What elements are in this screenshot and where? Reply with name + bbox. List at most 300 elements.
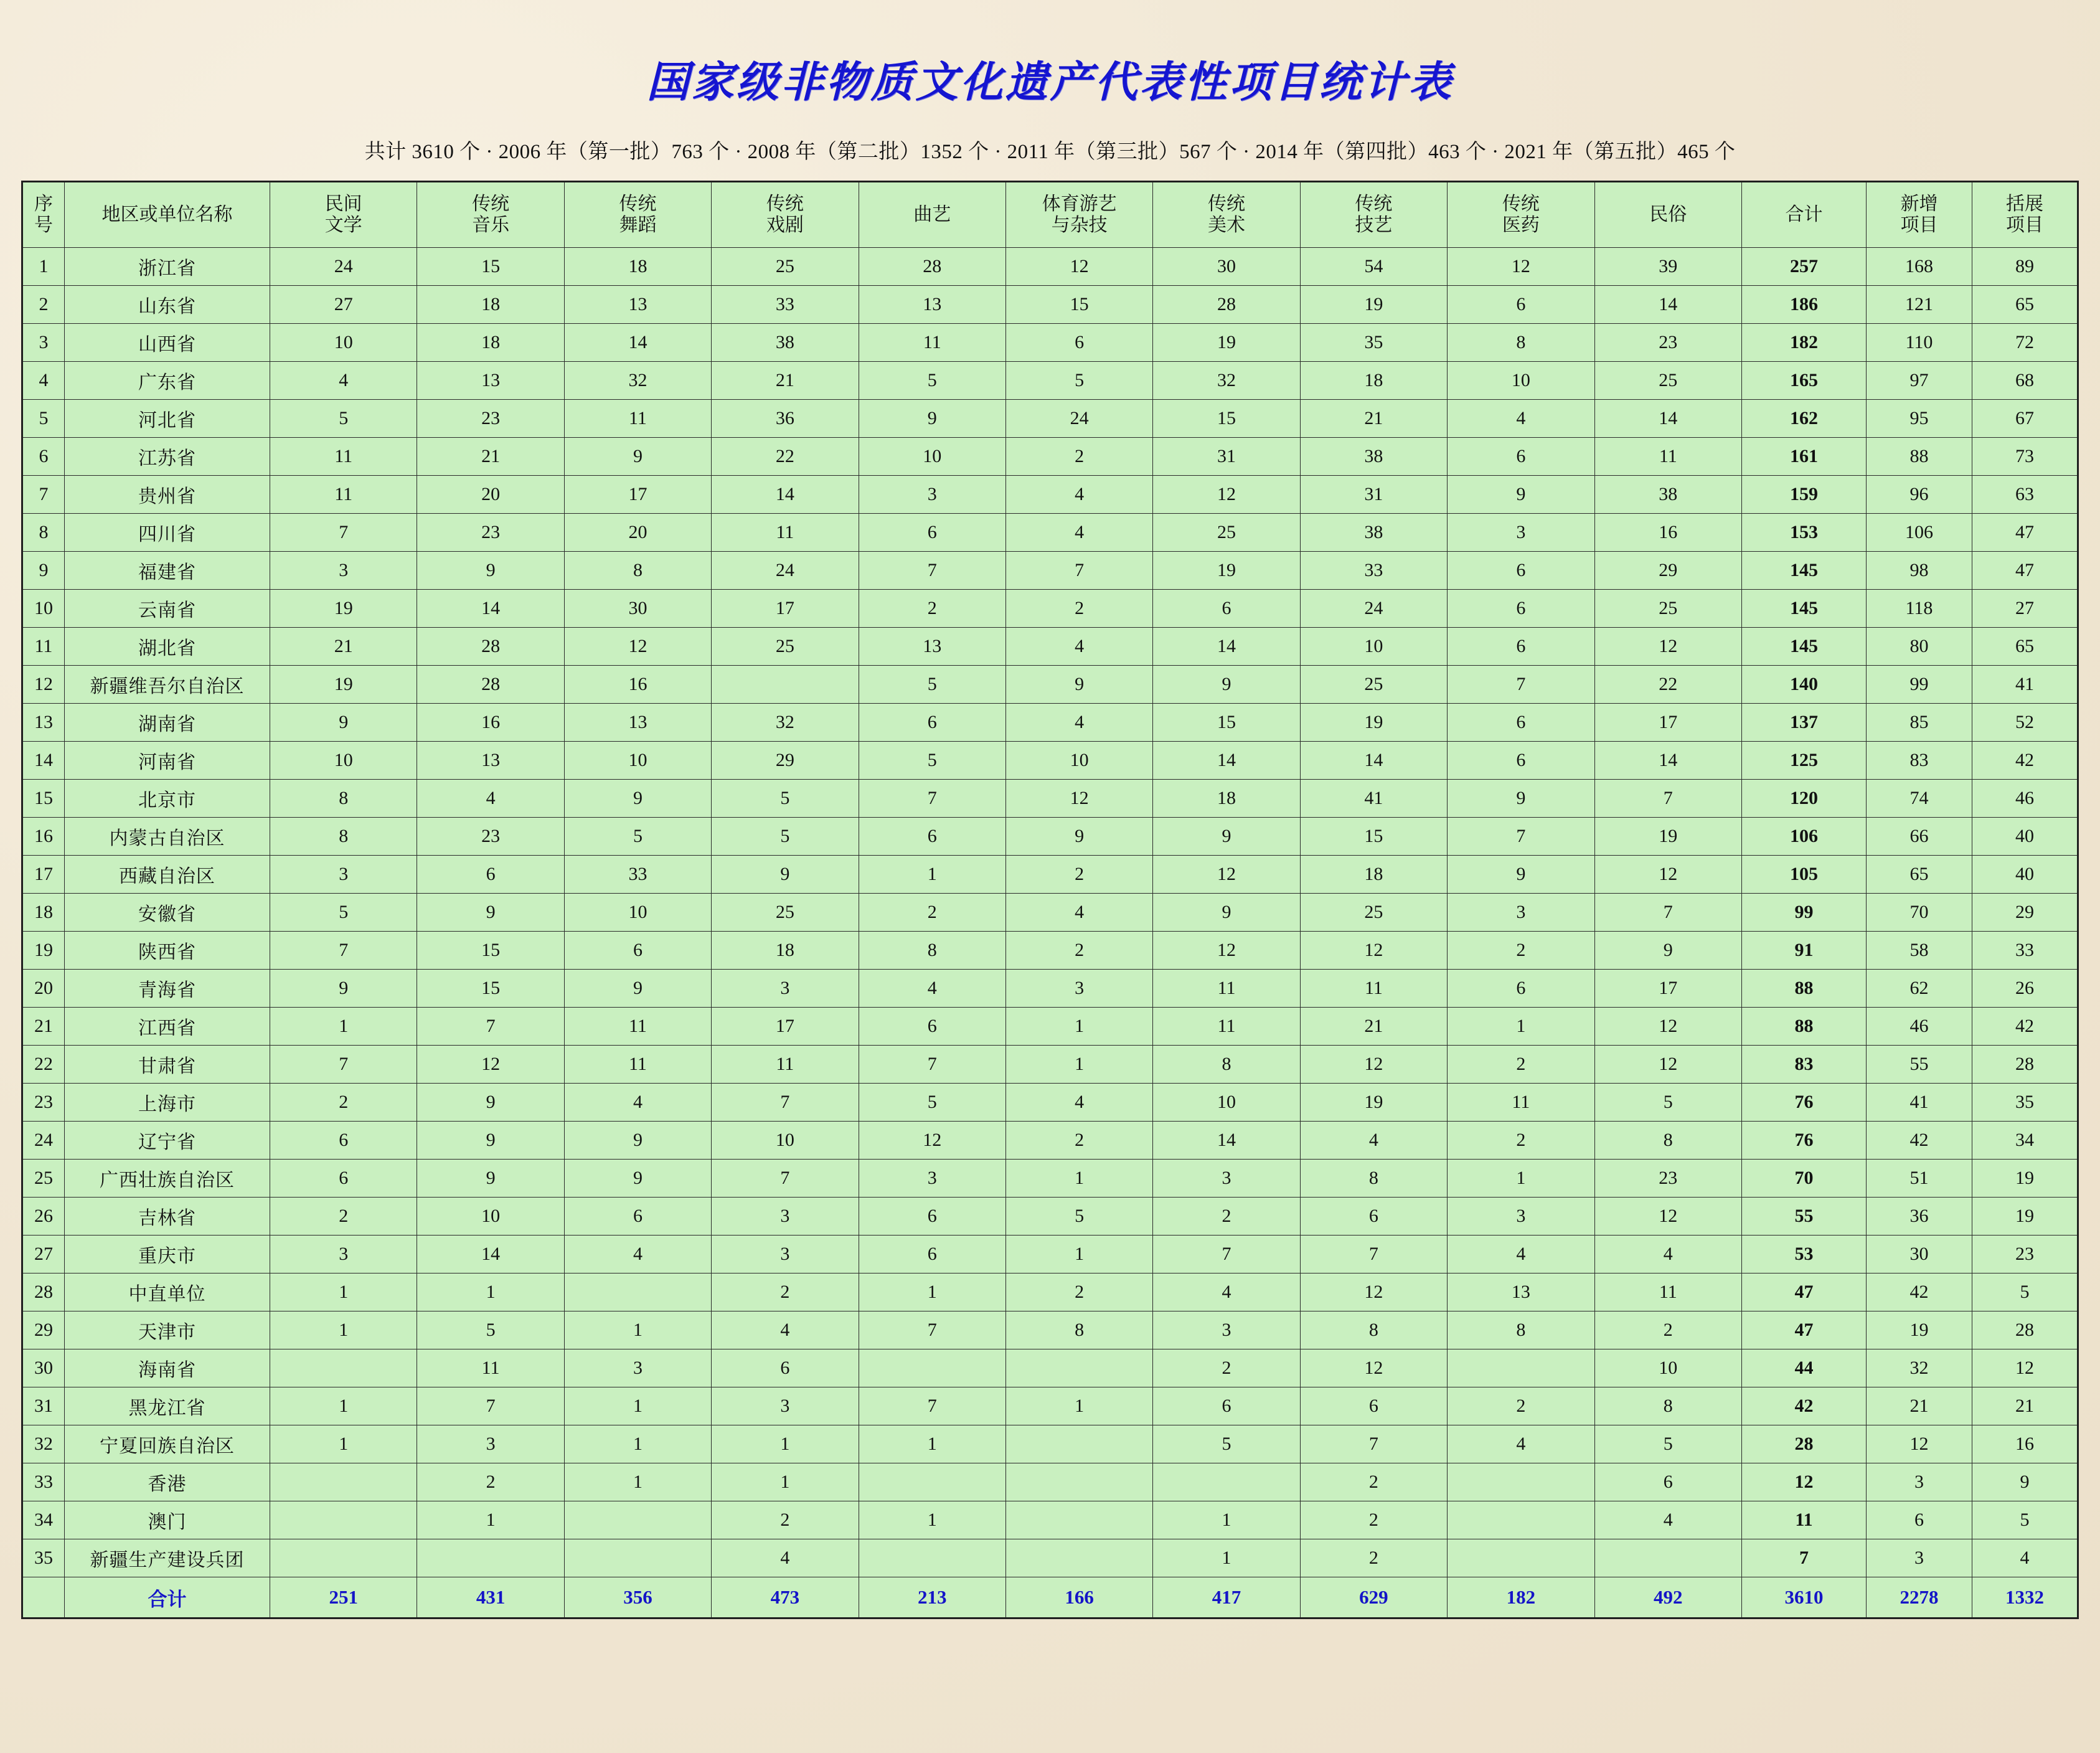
cell-category-count: 14 [712, 476, 859, 514]
cell-category-count: 6 [1153, 1387, 1300, 1425]
cell-category-count: 17 [1594, 970, 1741, 1008]
cell-seq: 31 [22, 1387, 65, 1425]
cell-category-count [859, 1349, 1005, 1387]
cell-category-count: 8 [1005, 1311, 1152, 1349]
cell-category-count: 6 [859, 514, 1005, 552]
cell-category-count: 16 [417, 704, 564, 742]
cell-category-count: 9 [564, 1160, 711, 1198]
cell-category-count: 18 [1300, 362, 1447, 400]
cell-seq: 23 [22, 1084, 65, 1122]
cell-category-count: 9 [417, 1122, 564, 1160]
cell-new-items: 118 [1867, 590, 1972, 628]
cell-category-count: 21 [417, 438, 564, 476]
cell-category-count: 9 [270, 704, 417, 742]
column-header-traditional-medicine: 传统 医药 [1448, 182, 1594, 248]
page-title: 国家级非物质文化遗产代表性项目统计表 [646, 58, 1454, 107]
cell-category-count: 7 [859, 1387, 1005, 1425]
cell-region-name: 海南省 [65, 1349, 270, 1387]
cell-new-items: 41 [1867, 1084, 1972, 1122]
cell-category-count: 5 [270, 400, 417, 438]
cell-category-count: 9 [564, 1122, 711, 1160]
cell-region-name: 中直单位 [65, 1273, 270, 1311]
cell-category-count: 12 [1594, 1198, 1741, 1236]
cell-category-count: 11 [712, 514, 859, 552]
table-row [22, 248, 2078, 286]
cell-seq: 7 [22, 476, 65, 514]
cell-category-count: 10 [859, 438, 1005, 476]
cell-new-items: 110 [1867, 324, 1972, 362]
cell-expanded-items: 28 [1972, 1046, 2078, 1084]
cell-expanded-items: 27 [1972, 590, 2078, 628]
cell-category-count: 32 [712, 704, 859, 742]
cell-category-count: 9 [417, 1084, 564, 1122]
cell-new-items: 96 [1867, 476, 1972, 514]
cell-seq: 10 [22, 590, 65, 628]
cell-expanded-items: 47 [1972, 552, 2078, 590]
cell-category-count: 4 [1448, 400, 1594, 438]
cell-category-count: 7 [1005, 552, 1152, 590]
cell-category-count: 5 [1594, 1425, 1741, 1463]
cell-seq: 5 [22, 400, 65, 438]
cell-category-count [1448, 1539, 1594, 1577]
table-row [22, 514, 2078, 552]
cell-category-count: 6 [1448, 742, 1594, 780]
cell-category-count: 1 [1005, 1236, 1152, 1273]
cell-category-count: 2 [859, 894, 1005, 932]
cell-category-count: 3 [712, 1387, 859, 1425]
cell-category-count: 14 [1153, 628, 1300, 666]
column-header-folklore: 民俗 [1594, 182, 1741, 248]
cell-category-count: 11 [564, 1046, 711, 1084]
cell-category-count: 12 [859, 1122, 1005, 1160]
cell-expanded-items: 72 [1972, 324, 2078, 362]
cell-region-name: 山东省 [65, 286, 270, 324]
cell-category-count: 6 [417, 856, 564, 894]
cell-category-count: 4 [859, 970, 1005, 1008]
cell-category-count: 6 [1448, 970, 1594, 1008]
cell-total: 162 [1742, 400, 1867, 438]
cell-category-count [712, 666, 859, 704]
cell-category-count: 5 [712, 818, 859, 856]
cell-category-count: 1 [859, 1501, 1005, 1539]
cell-category-count: 2 [1594, 1311, 1741, 1349]
cell-category-count: 3 [564, 1349, 711, 1387]
summary-value: 2278 [1867, 1577, 1972, 1618]
cell-category-count: 11 [417, 1349, 564, 1387]
cell-category-count: 12 [1005, 248, 1152, 286]
column-header-region: 地区或单位名称 [65, 182, 270, 248]
cell-category-count: 23 [1594, 1160, 1741, 1198]
cell-category-count: 10 [564, 742, 711, 780]
cell-seq: 28 [22, 1273, 65, 1311]
cell-expanded-items: 35 [1972, 1084, 2078, 1122]
cell-expanded-items: 23 [1972, 1236, 2078, 1273]
cell-category-count: 14 [1300, 742, 1447, 780]
summary-value: 629 [1300, 1577, 1447, 1618]
cell-category-count: 9 [1005, 818, 1152, 856]
cell-expanded-items: 42 [1972, 742, 2078, 780]
cell-new-items: 106 [1867, 514, 1972, 552]
cell-category-count: 10 [1153, 1084, 1300, 1122]
cell-category-count: 18 [417, 286, 564, 324]
cell-category-count: 4 [1005, 628, 1152, 666]
cell-category-count: 6 [1153, 590, 1300, 628]
cell-region-name: 辽宁省 [65, 1122, 270, 1160]
cell-category-count: 1 [270, 1311, 417, 1349]
cell-category-count: 31 [1300, 476, 1447, 514]
cell-region-name: 天津市 [65, 1311, 270, 1349]
cell-category-count: 41 [1300, 780, 1447, 818]
cell-region-name: 黑龙江省 [65, 1387, 270, 1425]
table-row [22, 400, 2078, 438]
cell-category-count: 7 [712, 1160, 859, 1198]
cell-category-count: 6 [1448, 628, 1594, 666]
cell-total: 88 [1742, 1008, 1867, 1046]
cell-new-items: 30 [1867, 1236, 1972, 1273]
cell-category-count: 1 [270, 1273, 417, 1311]
cell-category-count: 9 [417, 1160, 564, 1198]
cell-category-count: 7 [270, 1046, 417, 1084]
cell-category-count: 10 [1005, 742, 1152, 780]
column-header-sports-acrobatics: 体育游艺 与杂技 [1005, 182, 1152, 248]
cell-expanded-items: 34 [1972, 1122, 2078, 1160]
cell-category-count: 10 [1594, 1349, 1741, 1387]
cell-category-count: 5 [417, 1311, 564, 1349]
cell-category-count: 23 [417, 400, 564, 438]
cell-category-count: 4 [1153, 1273, 1300, 1311]
cell-category-count [270, 1539, 417, 1577]
cell-total: 28 [1742, 1425, 1867, 1463]
cell-total: 186 [1742, 286, 1867, 324]
column-header-quyi: 曲艺 [859, 182, 1005, 248]
table-row [22, 704, 2078, 742]
cell-category-count: 7 [859, 1046, 1005, 1084]
cell-category-count: 12 [1153, 932, 1300, 970]
cell-category-count: 6 [1005, 324, 1152, 362]
cell-expanded-items: 9 [1972, 1463, 2078, 1501]
cell-category-count: 1 [1005, 1160, 1152, 1198]
summary-value: 166 [1005, 1577, 1152, 1618]
cell-category-count: 25 [1300, 894, 1447, 932]
cell-category-count: 6 [270, 1160, 417, 1198]
cell-category-count: 28 [417, 628, 564, 666]
column-header-total: 合计 [1742, 182, 1867, 248]
cell-category-count: 23 [1594, 324, 1741, 362]
table-row [22, 1084, 2078, 1122]
cell-category-count: 29 [1594, 552, 1741, 590]
cell-total: 47 [1742, 1273, 1867, 1311]
cell-category-count: 7 [859, 552, 1005, 590]
cell-category-count: 14 [1153, 742, 1300, 780]
cell-category-count [1005, 1539, 1152, 1577]
cell-category-count: 10 [417, 1198, 564, 1236]
cell-category-count: 12 [1594, 856, 1741, 894]
cell-expanded-items: 4 [1972, 1539, 2078, 1577]
cell-category-count: 2 [1005, 438, 1152, 476]
cell-expanded-items: 52 [1972, 704, 2078, 742]
cell-new-items: 121 [1867, 286, 1972, 324]
cell-total: 159 [1742, 476, 1867, 514]
cell-category-count: 3 [859, 476, 1005, 514]
cell-category-count: 22 [712, 438, 859, 476]
cell-expanded-items: 16 [1972, 1425, 2078, 1463]
cell-category-count: 17 [564, 476, 711, 514]
cell-total: 53 [1742, 1236, 1867, 1273]
cell-category-count: 33 [712, 286, 859, 324]
cell-category-count: 9 [1448, 856, 1594, 894]
table-row [22, 1160, 2078, 1198]
cell-region-name: 福建省 [65, 552, 270, 590]
cell-new-items: 21 [1867, 1387, 1972, 1425]
cell-seq: 35 [22, 1539, 65, 1577]
cell-region-name: 吉林省 [65, 1198, 270, 1236]
summary-value: 213 [859, 1577, 1005, 1618]
cell-category-count: 1 [564, 1311, 711, 1349]
cell-region-name: 江西省 [65, 1008, 270, 1046]
cell-category-count [1005, 1425, 1152, 1463]
cell-region-name: 广西壮族自治区 [65, 1160, 270, 1198]
cell-category-count: 11 [1594, 1273, 1741, 1311]
cell-category-count: 4 [1005, 704, 1152, 742]
table-row [22, 1425, 2078, 1463]
cell-category-count: 5 [859, 742, 1005, 780]
cell-category-count: 38 [1300, 438, 1447, 476]
cell-category-count: 19 [1594, 818, 1741, 856]
cell-category-count: 4 [1448, 1236, 1594, 1273]
cell-total: 153 [1742, 514, 1867, 552]
cell-category-count: 17 [712, 1008, 859, 1046]
cell-category-count: 17 [1594, 704, 1741, 742]
cell-category-count: 2 [417, 1463, 564, 1501]
cell-expanded-items: 21 [1972, 1387, 2078, 1425]
cell-new-items: 3 [1867, 1539, 1972, 1577]
cell-category-count: 11 [270, 438, 417, 476]
cell-category-count [1153, 1463, 1300, 1501]
cell-region-name: 河南省 [65, 742, 270, 780]
cell-category-count: 2 [1448, 1046, 1594, 1084]
cell-new-items: 80 [1867, 628, 1972, 666]
cell-category-count: 25 [712, 894, 859, 932]
cell-category-count: 3 [1153, 1160, 1300, 1198]
cell-category-count: 8 [1300, 1311, 1447, 1349]
cell-category-count: 6 [1448, 704, 1594, 742]
cell-category-count: 9 [564, 780, 711, 818]
cell-category-count: 14 [417, 590, 564, 628]
cell-category-count: 2 [1153, 1349, 1300, 1387]
cell-category-count: 18 [1153, 780, 1300, 818]
table-row [22, 818, 2078, 856]
cell-category-count [270, 1349, 417, 1387]
cell-category-count: 21 [1300, 1008, 1447, 1046]
cell-region-name: 新疆维吾尔自治区 [65, 666, 270, 704]
cell-category-count: 13 [417, 362, 564, 400]
cell-region-name: 云南省 [65, 590, 270, 628]
cell-region-name: 上海市 [65, 1084, 270, 1122]
cell-category-count: 6 [859, 1236, 1005, 1273]
cell-total: 182 [1742, 324, 1867, 362]
cell-expanded-items: 67 [1972, 400, 2078, 438]
cell-category-count: 1 [859, 856, 1005, 894]
table-row [22, 476, 2078, 514]
cell-category-count [1005, 1463, 1152, 1501]
cell-total: 99 [1742, 894, 1867, 932]
cell-category-count: 1 [1448, 1008, 1594, 1046]
cell-seq: 4 [22, 362, 65, 400]
cell-total: 70 [1742, 1160, 1867, 1198]
table-row [22, 1236, 2078, 1273]
cell-category-count: 16 [1594, 514, 1741, 552]
cell-category-count: 33 [1300, 552, 1447, 590]
cell-category-count: 13 [564, 286, 711, 324]
cell-expanded-items: 5 [1972, 1273, 2078, 1311]
cell-region-name: 重庆市 [65, 1236, 270, 1273]
cell-category-count: 9 [1153, 666, 1300, 704]
cell-seq: 16 [22, 818, 65, 856]
cell-category-count: 14 [417, 1236, 564, 1273]
cell-expanded-items: 40 [1972, 856, 2078, 894]
summary-value: 431 [417, 1577, 564, 1618]
cell-category-count: 12 [1594, 1008, 1741, 1046]
cell-category-count: 7 [1594, 894, 1741, 932]
cell-category-count: 16 [564, 666, 711, 704]
cell-category-count [1005, 1501, 1152, 1539]
cell-category-count: 7 [270, 932, 417, 970]
cell-seq: 20 [22, 970, 65, 1008]
cell-category-count [270, 1501, 417, 1539]
cell-category-count: 11 [712, 1046, 859, 1084]
table-row [22, 590, 2078, 628]
cell-new-items: 6 [1867, 1501, 1972, 1539]
cell-region-name: 广东省 [65, 362, 270, 400]
cell-category-count: 3 [1005, 970, 1152, 1008]
cell-category-count: 2 [1448, 932, 1594, 970]
table-row [22, 1122, 2078, 1160]
cell-category-count: 7 [1300, 1236, 1447, 1273]
cell-category-count: 11 [859, 324, 1005, 362]
cell-category-count: 2 [1005, 1273, 1152, 1311]
cell-region-name: 浙江省 [65, 248, 270, 286]
cell-category-count: 2 [1300, 1463, 1447, 1501]
cell-total: 44 [1742, 1349, 1867, 1387]
cell-total: 76 [1742, 1122, 1867, 1160]
cell-new-items: 51 [1867, 1160, 1972, 1198]
cell-category-count: 12 [1153, 856, 1300, 894]
cell-category-count: 9 [564, 970, 711, 1008]
cell-expanded-items: 42 [1972, 1008, 2078, 1046]
cell-total: 7 [1742, 1539, 1867, 1577]
cell-category-count [564, 1273, 711, 1311]
cell-category-count: 4 [712, 1539, 859, 1577]
cell-category-count: 19 [1300, 286, 1447, 324]
cell-category-count: 2 [1153, 1198, 1300, 1236]
cell-category-count [564, 1539, 711, 1577]
cell-category-count: 9 [564, 438, 711, 476]
cell-expanded-items: 26 [1972, 970, 2078, 1008]
cell-category-count: 23 [417, 818, 564, 856]
table-row [22, 856, 2078, 894]
cell-category-count: 11 [1153, 1008, 1300, 1046]
cell-seq: 11 [22, 628, 65, 666]
cell-expanded-items: 65 [1972, 628, 2078, 666]
cell-total: 120 [1742, 780, 1867, 818]
cell-category-count: 6 [1448, 552, 1594, 590]
cell-seq: 2 [22, 286, 65, 324]
cell-category-count: 25 [712, 248, 859, 286]
cell-category-count: 8 [1153, 1046, 1300, 1084]
cell-region-name: 内蒙古自治区 [65, 818, 270, 856]
cell-category-count: 12 [417, 1046, 564, 1084]
cell-category-count: 2 [1005, 1122, 1152, 1160]
cell-expanded-items: 29 [1972, 894, 2078, 932]
cell-category-count: 1 [270, 1387, 417, 1425]
cell-category-count: 6 [1448, 438, 1594, 476]
cell-category-count: 9 [859, 400, 1005, 438]
cell-category-count [1448, 1501, 1594, 1539]
cell-category-count: 14 [564, 324, 711, 362]
cell-category-count: 9 [270, 970, 417, 1008]
cell-category-count: 7 [859, 1311, 1005, 1349]
cell-category-count: 7 [1300, 1425, 1447, 1463]
cell-new-items: 19 [1867, 1311, 1972, 1349]
cell-category-count: 21 [270, 628, 417, 666]
cell-total: 145 [1742, 552, 1867, 590]
cell-category-count: 15 [417, 248, 564, 286]
cell-category-count: 2 [1448, 1387, 1594, 1425]
cell-category-count: 3 [270, 856, 417, 894]
table-row [22, 1349, 2078, 1387]
cell-category-count: 32 [564, 362, 711, 400]
cell-category-count: 5 [270, 894, 417, 932]
cell-total: 88 [1742, 970, 1867, 1008]
cell-category-count: 30 [1153, 248, 1300, 286]
cell-category-count: 19 [1300, 704, 1447, 742]
cell-category-count: 1 [417, 1273, 564, 1311]
cell-seq: 14 [22, 742, 65, 780]
cell-category-count: 13 [859, 628, 1005, 666]
cell-category-count: 35 [1300, 324, 1447, 362]
cell-total: 137 [1742, 704, 1867, 742]
cell-category-count: 6 [859, 818, 1005, 856]
table-row [22, 1501, 2078, 1539]
cell-category-count: 28 [1153, 286, 1300, 324]
cell-category-count: 6 [1448, 590, 1594, 628]
cell-category-count: 11 [1594, 438, 1741, 476]
cell-category-count: 8 [564, 552, 711, 590]
cell-seq: 24 [22, 1122, 65, 1160]
cell-category-count: 2 [1300, 1539, 1447, 1577]
cell-category-count: 3 [712, 1236, 859, 1273]
cell-category-count: 5 [712, 780, 859, 818]
cell-total: 257 [1742, 248, 1867, 286]
cell-category-count: 7 [1448, 818, 1594, 856]
cell-new-items: 168 [1867, 248, 1972, 286]
cell-region-name: 山西省 [65, 324, 270, 362]
cell-new-items: 88 [1867, 438, 1972, 476]
cell-category-count: 7 [712, 1084, 859, 1122]
cell-region-name: 西藏自治区 [65, 856, 270, 894]
cell-category-count: 10 [1300, 628, 1447, 666]
cell-seq: 1 [22, 248, 65, 286]
table-row [22, 1008, 2078, 1046]
cell-new-items: 12 [1867, 1425, 1972, 1463]
cell-category-count: 25 [1300, 666, 1447, 704]
cell-seq: 17 [22, 856, 65, 894]
cell-category-count: 8 [859, 932, 1005, 970]
cell-seq: 30 [22, 1349, 65, 1387]
cell-category-count: 4 [712, 1311, 859, 1349]
table-body [22, 248, 2078, 1618]
cell-total: 91 [1742, 932, 1867, 970]
